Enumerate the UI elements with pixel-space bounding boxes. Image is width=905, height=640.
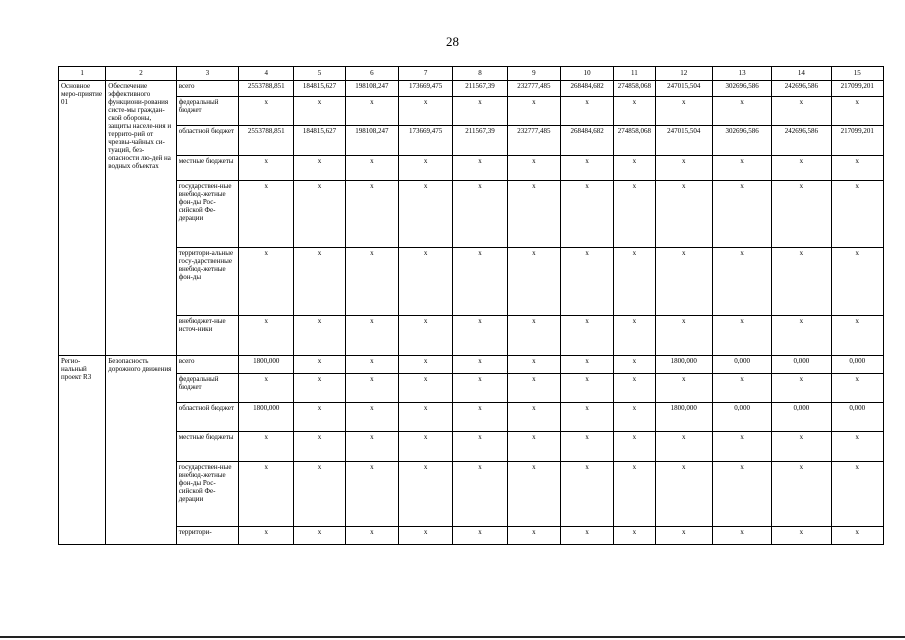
amount-cell: x [453,181,507,248]
amount-cell: x [655,156,712,181]
amount-cell: 268484,682 [560,126,613,156]
amount-cell: 1800,000 [655,356,712,374]
amount-cell: 0,000 [831,403,883,432]
amount-cell: 232777,485 [507,81,560,97]
amount-cell: 211567,39 [453,126,507,156]
amount-cell: x [772,97,831,126]
funding-source-label: территори- [176,527,238,545]
amount-cell: x [294,356,345,374]
amount-cell: x [560,374,613,403]
amount-cell: x [507,248,560,316]
amount-cell: x [560,356,613,374]
amount-cell: x [831,462,883,527]
column-number-3: 3 [176,67,238,81]
amount-cell: x [294,97,345,126]
amount-cell: x [614,462,655,527]
amount-cell: 0,000 [712,356,771,374]
amount-cell: x [507,316,560,356]
amount-cell: x [614,248,655,316]
amount-cell: x [507,527,560,545]
amount-cell: x [831,374,883,403]
amount-cell: x [712,316,771,356]
bottom-rule [0,636,905,638]
amount-cell: 184815,627 [294,126,345,156]
amount-cell: 184815,627 [294,81,345,97]
table-row [59,181,884,248]
amount-cell: x [712,432,771,462]
amount-cell: x [239,374,294,403]
amount-cell: 274858,068 [614,81,655,97]
column-number-10: 10 [560,67,613,81]
table-body [59,67,884,545]
amount-cell: 247015,504 [655,126,712,156]
amount-cell: x [772,181,831,248]
amount-cell: x [345,316,398,356]
amount-cell: x [560,432,613,462]
amount-cell: x [345,432,398,462]
amount-cell: 242696,586 [772,81,831,97]
funding-source-label: государствен-ные внебюд-жетные фон-ды Рос-сийской Фе-дерации [176,462,238,527]
column-number-11: 11 [614,67,655,81]
amount-cell: x [614,403,655,432]
amount-cell: x [507,374,560,403]
amount-cell: x [453,432,507,462]
table-row [59,126,884,156]
amount-cell: x [507,403,560,432]
amount-cell: x [399,181,453,248]
funding-source-label: территори-альные госу-дарственные внебюд-жетные фон-ды [176,248,238,316]
amount-cell: x [453,97,507,126]
table-row [59,316,884,356]
column-number-row [59,67,884,81]
amount-cell: x [614,527,655,545]
amount-cell: x [507,181,560,248]
amount-cell: x [239,462,294,527]
amount-cell: x [239,156,294,181]
amount-cell: x [831,97,883,126]
amount-cell: x [453,248,507,316]
amount-cell: x [655,181,712,248]
amount-cell: x [772,374,831,403]
amount-cell: x [399,356,453,374]
amount-cell: 198108,247 [345,81,398,97]
amount-cell: x [614,156,655,181]
amount-cell: x [294,462,345,527]
amount-cell: 0,000 [772,356,831,374]
amount-cell: x [294,181,345,248]
amount-cell: 173669,475 [399,126,453,156]
column-number-13: 13 [712,67,771,81]
amount-cell: x [560,316,613,356]
amount-cell: x [239,316,294,356]
table-row [59,97,884,126]
amount-cell: x [294,403,345,432]
amount-cell: x [772,527,831,545]
amount-cell: 0,000 [831,356,883,374]
column-number-7: 7 [399,67,453,81]
amount-cell: x [831,248,883,316]
amount-cell: x [294,432,345,462]
amount-cell: x [655,248,712,316]
amount-cell: x [345,97,398,126]
section-title: Основное меро-приятие 01 [59,81,106,356]
column-number-14: 14 [772,67,831,81]
column-number-8: 8 [453,67,507,81]
amount-cell: x [345,403,398,432]
column-number-2: 2 [106,67,176,81]
table-row [59,81,884,97]
amount-cell: x [560,97,613,126]
amount-cell: x [507,156,560,181]
amount-cell: x [345,374,398,403]
table-row [59,356,884,374]
amount-cell: x [507,356,560,374]
amount-cell: x [294,156,345,181]
amount-cell: x [560,156,613,181]
amount-cell: 274858,068 [614,126,655,156]
amount-cell: x [345,248,398,316]
amount-cell: x [712,181,771,248]
amount-cell: 0,000 [712,403,771,432]
amount-cell: x [507,462,560,527]
amount-cell: x [712,97,771,126]
amount-cell: x [614,374,655,403]
amount-cell: x [560,527,613,545]
funding-source-label: всего [176,81,238,97]
amount-cell: x [345,356,398,374]
amount-cell: x [507,97,560,126]
amount-cell: x [399,248,453,316]
column-number-15: 15 [831,67,883,81]
amount-cell: x [453,356,507,374]
column-number-6: 6 [345,67,398,81]
amount-cell: x [655,462,712,527]
amount-cell: x [294,248,345,316]
amount-cell: 173669,475 [399,81,453,97]
amount-cell: x [453,156,507,181]
amount-cell: x [399,316,453,356]
funding-source-label: местные бюджеты [176,432,238,462]
amount-cell: x [772,156,831,181]
amount-cell: x [560,181,613,248]
column-number-12: 12 [655,67,712,81]
amount-cell: x [294,527,345,545]
funding-source-label: всего [176,356,238,374]
amount-cell: 242696,586 [772,126,831,156]
column-number-5: 5 [294,67,345,81]
section-description: Обеспечение эффективного функциони-рования систе-мы граждан-ской обороны, защиты населе-ния и террито-рий от чрезвы-чайных си-туаций, без-опасности лю-дей на водных объектах [106,81,176,356]
amount-cell: x [399,374,453,403]
amount-cell: x [453,374,507,403]
amount-cell: 1800,000 [239,403,294,432]
section-title: Регио-нальный проект R3 [59,356,106,545]
amount-cell: x [239,527,294,545]
amount-cell: 302696,586 [712,126,771,156]
table-row [59,462,884,527]
amount-cell: x [831,432,883,462]
amount-cell: x [345,462,398,527]
table-row [59,527,884,545]
funding-table [58,66,884,545]
amount-cell: x [345,181,398,248]
amount-cell: x [712,156,771,181]
amount-cell: x [507,432,560,462]
amount-cell: x [614,356,655,374]
amount-cell: x [614,432,655,462]
amount-cell: 247015,504 [655,81,712,97]
amount-cell: x [294,374,345,403]
funding-source-label: местные бюджеты [176,156,238,181]
funding-source-label: областной бюджет [176,403,238,432]
amount-cell: 0,000 [772,403,831,432]
table-row [59,156,884,181]
table-row [59,432,884,462]
amount-cell: x [831,181,883,248]
funding-source-label: государствен-ные внебюд-жетные фон-ды Рос-сийской Фе-дерации [176,181,238,248]
amount-cell: x [712,248,771,316]
amount-cell: x [399,156,453,181]
amount-cell: x [655,374,712,403]
amount-cell: x [399,462,453,527]
amount-cell: x [294,316,345,356]
amount-cell: x [399,403,453,432]
amount-cell: x [712,527,771,545]
amount-cell: 1800,000 [239,356,294,374]
table-row [59,248,884,316]
table-row [59,374,884,403]
amount-cell: x [655,527,712,545]
amount-cell: 232777,485 [507,126,560,156]
column-number-1: 1 [59,67,106,81]
page-number: 28 [446,34,459,49]
column-number-4: 4 [239,67,294,81]
amount-cell: x [560,462,613,527]
amount-cell: x [560,403,613,432]
amount-cell: x [772,432,831,462]
amount-cell: 217099,201 [831,81,883,97]
amount-cell: 211567,39 [453,81,507,97]
amount-cell: x [772,462,831,527]
amount-cell: x [239,181,294,248]
amount-cell: x [655,432,712,462]
amount-cell: x [655,316,712,356]
amount-cell: x [712,462,771,527]
amount-cell: 2553788,851 [239,81,294,97]
amount-cell: x [239,97,294,126]
funding-source-label: федеральный бюджет [176,97,238,126]
amount-cell: x [831,527,883,545]
funding-source-label: федеральный бюджет [176,374,238,403]
amount-cell: x [453,403,507,432]
amount-cell: x [831,156,883,181]
amount-cell: x [614,181,655,248]
funding-source-label: внебюджет-ные источ-ники [176,316,238,356]
table-row [59,403,884,432]
amount-cell: x [772,316,831,356]
amount-cell: x [399,432,453,462]
amount-cell: x [345,156,398,181]
amount-cell: x [614,316,655,356]
amount-cell: x [614,97,655,126]
amount-cell: x [453,316,507,356]
amount-cell: 198108,247 [345,126,398,156]
funding-source-label: областной бюджет [176,126,238,156]
amount-cell: 1800,000 [655,403,712,432]
amount-cell: x [712,374,771,403]
amount-cell: x [399,97,453,126]
amount-cell: x [399,527,453,545]
amount-cell: x [655,97,712,126]
amount-cell: x [239,432,294,462]
amount-cell: 217099,201 [831,126,883,156]
amount-cell: 268484,682 [560,81,613,97]
amount-cell: x [239,248,294,316]
column-number-9: 9 [507,67,560,81]
amount-cell: x [560,248,613,316]
amount-cell: x [772,248,831,316]
amount-cell: x [453,462,507,527]
section-description: Безопасность дорожного движения [106,356,176,545]
amount-cell: x [453,527,507,545]
amount-cell: 302696,586 [712,81,771,97]
amount-cell: 2553788,851 [239,126,294,156]
amount-cell: x [345,527,398,545]
amount-cell: x [831,316,883,356]
